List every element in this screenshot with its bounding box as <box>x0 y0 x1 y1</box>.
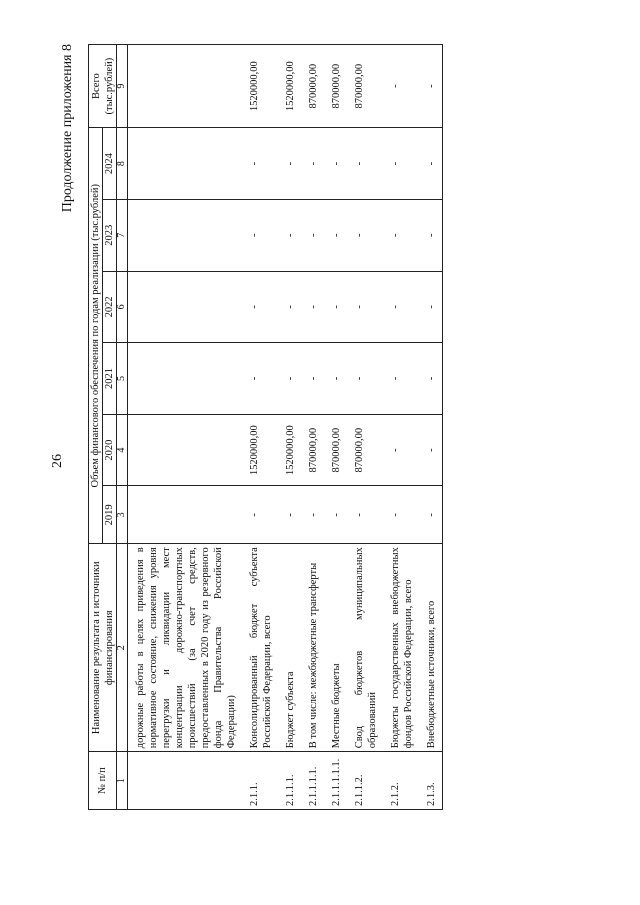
row-name: В том числе: межбюджетные трансферты <box>301 544 324 752</box>
cell-2022: - <box>242 271 278 343</box>
cell-2019: - <box>419 486 443 544</box>
cell-2021: - <box>419 343 443 415</box>
cell-2023: - <box>347 199 383 271</box>
cell-2021: - <box>383 343 419 415</box>
header-year: 2020 <box>103 414 117 486</box>
cell-2024: - <box>383 128 419 200</box>
cell-total: - <box>383 45 419 128</box>
cell-2024: - <box>347 128 383 200</box>
table-row <box>242 45 278 810</box>
cell-total: 870000,00 <box>324 45 347 128</box>
cell-2024: - <box>242 128 278 200</box>
cell-2023: - <box>242 199 278 271</box>
cell-2023: - <box>301 199 324 271</box>
cell-2022 <box>128 271 243 343</box>
cell-2023 <box>128 199 243 271</box>
cell-2021: - <box>301 343 324 415</box>
cell-2022: - <box>383 271 419 343</box>
cell-2020: - <box>383 414 419 486</box>
cell-2022: - <box>324 271 347 343</box>
cell-2019: - <box>278 486 301 544</box>
row-name: Консолидированный бюджет субъекта Российской Федерации, всего <box>242 544 278 752</box>
cell-2024: - <box>419 128 443 200</box>
cell-total: 870000,00 <box>347 45 383 128</box>
header-year: 2022 <box>103 271 117 343</box>
row-name: Свод бюджетов муниципальных образований <box>347 544 383 752</box>
cell-2024 <box>128 128 243 200</box>
header-no: № п/п <box>89 752 117 810</box>
cell-2022: - <box>347 271 383 343</box>
cell-2020: 1520000,00 <box>242 414 278 486</box>
cell-2021: - <box>278 343 301 415</box>
row-number: 2.1.3. <box>419 752 443 810</box>
cell-2024: - <box>301 128 324 200</box>
header-group: Объем финансового обеспечения по годам реализации (тыс.рублей) <box>89 128 103 544</box>
column-number: 2 <box>117 544 128 752</box>
cell-2020: 1520000,00 <box>278 414 301 486</box>
header-year: 2024 <box>103 128 117 200</box>
cell-2023: - <box>383 199 419 271</box>
row-number: 2.1.1.1.1. <box>301 752 324 810</box>
header-year: 2021 <box>103 343 117 415</box>
cell-2021: - <box>242 343 278 415</box>
cell-2020: - <box>419 414 443 486</box>
row-number: 2.1.2. <box>383 752 419 810</box>
header-name: Наименование результата и источники финансирования <box>89 544 117 752</box>
cell-total: 1520000,00 <box>242 45 278 128</box>
table-row <box>278 45 301 810</box>
financing-table <box>88 44 443 810</box>
cell-2019 <box>128 486 243 544</box>
table-row <box>128 45 243 810</box>
row-number: 2.1.1.2. <box>347 752 383 810</box>
row-number <box>128 752 243 810</box>
table-row <box>419 45 443 810</box>
cell-2024: - <box>278 128 301 200</box>
continuation-label: Продолжение приложения 8 <box>60 44 75 213</box>
column-number: 7 <box>117 199 128 271</box>
table-row <box>301 45 324 810</box>
header-year: 2023 <box>103 199 117 271</box>
column-number: 8 <box>117 128 128 200</box>
row-number: 2.1.1.1.1.1. <box>324 752 347 810</box>
cell-total: 870000,00 <box>301 45 324 128</box>
page-number: 26 <box>50 454 65 468</box>
cell-2020 <box>128 414 243 486</box>
cell-2019: - <box>301 486 324 544</box>
header-total: Всего (тыс.рублей) <box>89 45 117 128</box>
column-number: 6 <box>117 271 128 343</box>
row-name: Внебюджетные источники, всего <box>419 544 443 752</box>
column-number: 3 <box>117 486 128 544</box>
cell-2023: - <box>324 199 347 271</box>
cell-total: 1520000,00 <box>278 45 301 128</box>
table-row <box>383 45 419 810</box>
column-number: 5 <box>117 343 128 415</box>
row-name: дорожные работы в целях приведения в нормативное состояние, снижения уровня перегрузки и ликвидации мест концентрации дорожно-транспортных происшествий (за счет средств, предоставленных в 2020 году из резервного фонда Правительства Российской Федерации) <box>128 544 243 752</box>
cell-2021: - <box>347 343 383 415</box>
row-number: 2.1.1.1. <box>278 752 301 810</box>
cell-2019: - <box>383 486 419 544</box>
cell-2019: - <box>324 486 347 544</box>
column-number: 9 <box>117 45 128 128</box>
table-row <box>324 45 347 810</box>
cell-2022: - <box>278 271 301 343</box>
cell-total <box>128 45 243 128</box>
cell-2020: 870000,00 <box>324 414 347 486</box>
cell-2023: - <box>278 199 301 271</box>
column-number: 4 <box>117 414 128 486</box>
cell-2021 <box>128 343 243 415</box>
row-name: Бюджет субъекта <box>278 544 301 752</box>
cell-2023: - <box>419 199 443 271</box>
row-name: Бюджеты государственных внебюджетных фондов Российской Федерации, всего <box>383 544 419 752</box>
cell-2020: 870000,00 <box>347 414 383 486</box>
cell-2022: - <box>301 271 324 343</box>
cell-2021: - <box>324 343 347 415</box>
header-year: 2019 <box>103 486 117 544</box>
cell-2019: - <box>242 486 278 544</box>
cell-2019: - <box>347 486 383 544</box>
cell-2022: - <box>419 271 443 343</box>
cell-total: - <box>419 45 443 128</box>
cell-2020: 870000,00 <box>301 414 324 486</box>
cell-2024: - <box>324 128 347 200</box>
table-row <box>347 45 383 810</box>
row-name: Местные бюджеты <box>324 544 347 752</box>
column-number: 1 <box>117 752 128 810</box>
row-number: 2.1.1. <box>242 752 278 810</box>
